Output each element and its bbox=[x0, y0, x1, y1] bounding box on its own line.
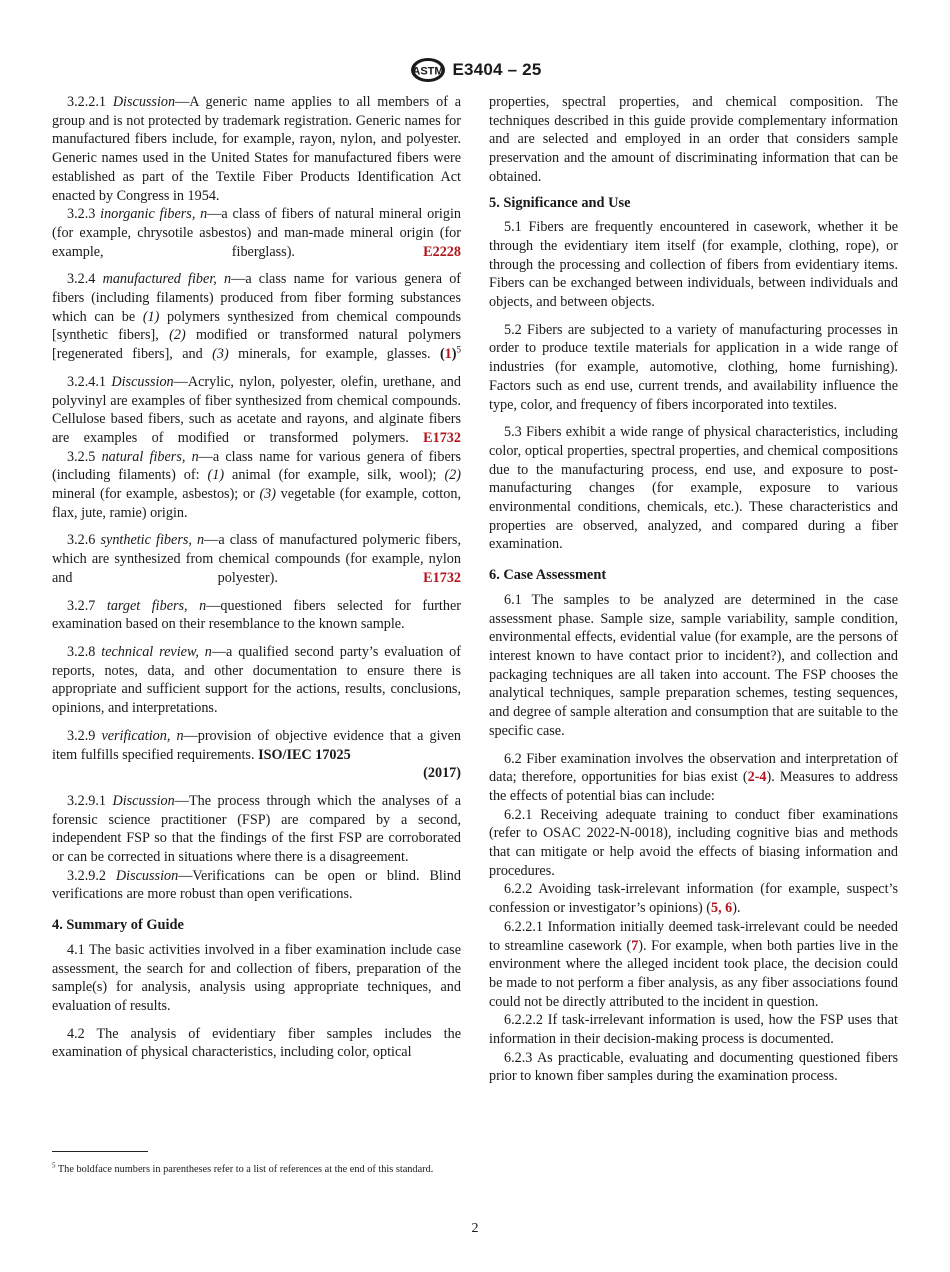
para-5-1: 5.1 Fibers are frequently encountered in casework, whether it be through the evidentiary item itself (for example, clothing, rope), or through the processing and collection of fibers from evidentiary items. Fibers can be exchanged between individuals, between individuals and objects, and between objects. bbox=[489, 219, 898, 311]
para-4-1: 4.1 The basic activities involved in a fiber examination include case assessment, the search for and collection of fibers, preparation of the sample(s) for analysis, analysis using appropriate techniques, and evaluation of results. bbox=[52, 941, 461, 1014]
para-3-2-9-ref-year: (2017) bbox=[423, 765, 461, 782]
para-3-2-2-1: 3.2.2.1 Discussion—A generic name applies to all members of a group and is not protected by trademark registration. Generic names for manufactured fibers include, for example, rayon, nylon, and polyester. Generic names used in the United States for manufactured fibers were established as part of the Textile Fiber Products Identification Act enacted by Congress in 1954. bbox=[52, 94, 461, 204]
para-5-3: 5.3 Fibers exhibit a wide range of physical characteristics, including color, optical properties, spectral properties, and chemical compositions due to the manufacturing process, end use, and exposure to post-manufacturing changes (for example, exposure to various environmental conditions, chemicals, etc.). These characteristics and properties are observed, analyzed, and compared during a fiber examination. bbox=[489, 424, 898, 553]
para-3-2-9: 3.2.9 verification, n—provision of objective evidence that a given item fulfills specified requirements. ISO/IEC 17025 bbox=[52, 727, 462, 763]
section-5-heading: 5. Significance and Use bbox=[489, 194, 631, 211]
para-3-2-3: 3.2.3 inorganic fibers, n—a class of fibers of natural mineral origin (for example, chrysotile asbestos) and man-made mineral origin (for example, fiberglass). E2228 bbox=[52, 206, 462, 260]
ref-2-4[interactable]: 2-4 bbox=[747, 769, 767, 786]
para-3-2-5: 3.2.5 natural fibers, n—a class name for various genera of fibers (including filaments) of: (1) animal (for example, silk, wool); (2) mineral (for example, asbestos); or (3) vegetable (for example, cotton, flax, jute, ramie) origin. bbox=[52, 448, 461, 521]
para-6-2-3: 6.2.3 As practicable, evaluating and documenting questioned fibers prior to known fiber samples during the examination process. bbox=[489, 1049, 898, 1085]
ref-e1732[interactable]: E1732 bbox=[423, 429, 461, 446]
ref-5-6[interactable]: 5, 6 bbox=[710, 900, 733, 917]
footnote-marker: 5 bbox=[456, 344, 461, 355]
standard-designation: E3404 – 25 bbox=[452, 60, 542, 79]
ref-1[interactable]: 1 bbox=[444, 346, 452, 363]
right-column bbox=[489, 93, 898, 1086]
para-3-2-9-1: 3.2.9.1 Discussion—The process through which the analyses of a forensic science practitioner (FSP) are compared by a second, independent FSP so that the findings of the first FSP are corroborated or can be corrected in situations where there is a disagreement. bbox=[52, 792, 461, 866]
page-number: 2 bbox=[471, 1221, 479, 1236]
ref-iso-iec-17025: ISO/IEC 17025 bbox=[258, 746, 351, 763]
ref-7[interactable]: 7 bbox=[631, 937, 639, 954]
page-header bbox=[0, 57, 950, 83]
para-3-2-4-1: 3.2.4.1 Discussion—Acrylic, nylon, polyester, olefin, urethane, and polyvinyl are examples of fiber synthesized from chemical compounds. Cellulose based fibers, such as acetate and rayons, and alginate fibers are examples of modified or transformed polymers. E1732 bbox=[52, 373, 461, 446]
para-6-1: 6.1 The samples to be analyzed are determined in the case assessment phase. Sample size, sample variability, sample condition, environmental effects, evidential value (for example, are the persons of interest known to have contact prior to incident?), and collection and packaging techniques are all taken into account. The FSP chooses the analytical techniques, sample preparation schemes, testing sequences, and degree of sample alteration and consumption that are suitable to the specific case. bbox=[489, 591, 898, 739]
astm-logo-text: ASTM bbox=[411, 65, 444, 78]
footnote-divider bbox=[52, 1151, 148, 1152]
left-column bbox=[52, 93, 461, 1062]
para-6-2-1: 6.2.1 Receiving adequate training to conduct fiber examinations (refer to OSAC 2022-N-0018), including cognitive bias and methods that can mitigate or help avoid the effects of biasing information and procedures. bbox=[489, 806, 898, 879]
para-6-2-2-1: 6.2.2.1 Information initially deemed task-irrelevant could be needed to streamline casework (7). For example, when both parties live in the environment where the alleged incident took place, the decision could be made to not perform a fiber analysis, as any fiber associations found could not be directly attributed to the incident in question. bbox=[489, 918, 899, 1010]
section-4-heading: 4. Summary of Guide bbox=[52, 917, 184, 934]
footnote-5: $^5$ The boldface numbers in parentheses refer to a list of references at the end of this standard. bbox=[52, 1161, 434, 1175]
para-3-2-7: 3.2.7 target fibers, n—questioned fibers selected for further examination based on their resemblance to the known sample. bbox=[52, 597, 461, 633]
para-3-2-9-2: 3.2.9.2 Discussion—Verifications can be open or blind. Blind verifications are more robust than open verifications. bbox=[52, 867, 461, 903]
ref-e1732-2[interactable]: E1732 bbox=[423, 569, 462, 586]
ref-e2228[interactable]: E2228 bbox=[423, 243, 461, 260]
astm-logo-icon bbox=[409, 57, 447, 83]
para-6-2-2: 6.2.2 Avoiding task-irrelevant information (for example, suspect’s confession or investigator’s opinions) (5, 6). bbox=[489, 881, 898, 917]
para-5-2: 5.2 Fibers are subjected to a variety of manufacturing processes in order to produce textile materials for application in a wide range of industries (for example, automotive, clothing, home furnishing). Factors such as end use, current trends, and availability influence the type, color, and frequency of fibers incorporated into textiles. bbox=[489, 321, 898, 413]
para-4-2-continued: properties, spectral properties, and chemical composition. The techniques described in this guide provide complementary information and are selected and employed in an order that considers sample preservation and the amount of discriminating information that can be obtained. bbox=[489, 94, 898, 185]
para-6-2: 6.2 Fiber examination involves the observation and interpretation of data; therefore, opportunities for bias exist (2-4). Measures to address the effects of potential bias can include: bbox=[489, 750, 898, 804]
para-3-2-6: 3.2.6 synthetic fibers, n—a class of manufactured polymeric fibers, which are synthesized from chemical compounds (for example, nylon and polyester). E1732 bbox=[52, 532, 462, 586]
para-3-2-8: 3.2.8 technical review, n—a qualified second party’s evaluation of reports, notes, data, and other documentation to ensure there is appropriate and sufficient support for the actions, results, conclusions, opinions, and interpretations. bbox=[52, 643, 462, 717]
para-6-2-2-2: 6.2.2.2 If task-irrelevant information is used, how the FSP uses that information in their decision-making process is documented. bbox=[489, 1012, 898, 1048]
para-3-2-4: 3.2.4 manufactured fiber, n—a class name for various genera of fibers (including filaments) produced from fiber forming substances which can be (1) polymers synthesized from chemical compounds [synthetic fibers], (2) modified or transformed natural polymers [regenerated fibers], and (3) minerals, for example, glasses. $(1)^5$ bbox=[52, 271, 462, 363]
section-6-heading: 6. Case Assessment bbox=[489, 567, 607, 584]
para-4-2: 4.2 The analysis of evidentiary fiber samples includes the examination of physical characteristics, including color, optical bbox=[52, 1025, 461, 1061]
